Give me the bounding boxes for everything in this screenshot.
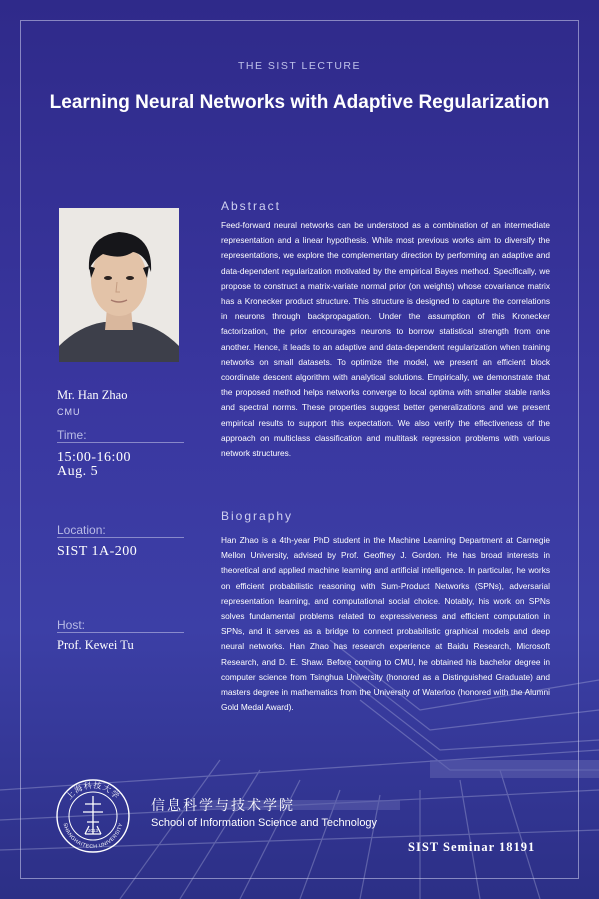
- speaker-photo: [59, 208, 179, 362]
- abstract-text: Feed-forward neural networks can be understood as a combination of an intermediate representation and a linear hypothesis. While most previous works aim to diversify the representations, we explore the complementary direction by performing an adaptive and data-dependent regularization motivated by the empirical Bayes method. Specifically, we propose to construct a matrix-variate normal prior (on weights) whose covariance matrix has a Kronecker product structure. This structure is designed to capture the correlations in neurons through backpropagation. Under the assumption of this Kronecker factorization, the prior encourages neurons to borrow statistical strength from one another. Hence, it leads to an adaptive and data-dependent regularization when training networks on small datasets. To optimize the model, we present an efficient block coordinate descent algorithm with analytical solutions. Empirically, we demonstrate that the proposed method helps networks converge to local optima with smaller stable ranks and spectral norms. These properties suggest better generalizations and we present empirical results to support this expectation. We also verify the effectiveness of the approach on multiclass classification and multitask regression problems with various network structures.: [221, 220, 550, 459]
- abstract-heading: Abstract: [221, 199, 282, 213]
- seminar-number: SIST Seminar 18191: [408, 840, 536, 854]
- host-value: Prof. Kewei Tu: [57, 638, 134, 652]
- logo-cn-text: 上海科技大学: [64, 780, 122, 802]
- location-divider: [57, 537, 184, 538]
- speaker-name: Mr. Han Zhao: [57, 388, 128, 402]
- school-name-en: School of Information Science and Technology: [151, 817, 378, 829]
- speaker-affiliation: CMU: [57, 407, 81, 417]
- school-name-cn: 信息科学与技术学院: [151, 798, 295, 814]
- time-divider: [57, 442, 184, 443]
- biography-text: Han Zhao is a 4th-year PhD student in the Machine Learning Department at Carnegie Mellon University, advised by Prof. Geoffrey J. Gordon. He has broad interests in theoretical and applied machine learning and artificial intelligence. In particular, he works on efficient probabilistic reasoning with Sum-Product Networks (SPNs), adversarial representation learning, and computational social choice. Notably, his work on SPNs solves fundamental problems related to expressiveness and efficient computation in SPNs, and it serves as a bridge to connect probabilistic graphical models and deep neural networks. Han Zhao has research experience at Baidu Research, Microsoft Research, and D. E. Shaw. Before coming to CMU, he obtained his bachelor degree in computer science from Tsinghua University (honored as a Distinguished Graduate) and masters degree in mathematics from the University of Waterloo (honored with the Alumni Gold Medal Award).: [221, 535, 550, 713]
- time-label: Time:: [57, 428, 87, 442]
- host-label: Host:: [57, 618, 86, 632]
- series-label: THE SIST LECTURE: [238, 60, 361, 72]
- lecture-title: Learning Neural Networks with Adaptive Regularization: [49, 92, 550, 113]
- location-label: Location:: [57, 523, 106, 537]
- date-value: Aug. 5: [57, 464, 99, 479]
- logo-en-text: SHANGHAITECH UNIVERSITY: [61, 822, 125, 851]
- biography-heading: Biography: [221, 509, 294, 523]
- time-value: 15:00-16:00: [57, 450, 131, 465]
- host-divider: [57, 632, 184, 633]
- university-logo: [55, 778, 131, 854]
- logo-year: 2013: [87, 828, 99, 833]
- location-value: SIST 1A-200: [57, 544, 138, 559]
